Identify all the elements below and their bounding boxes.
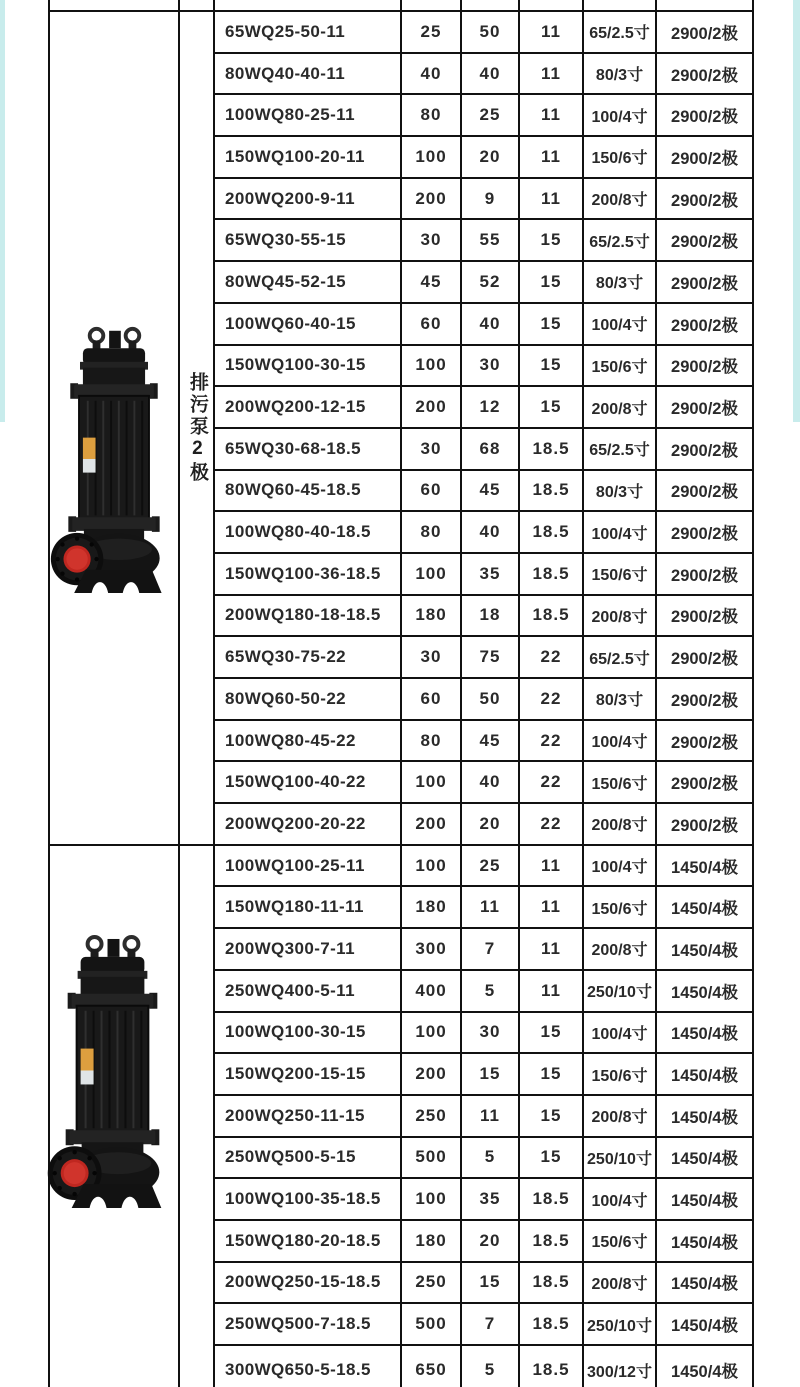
- model-cell: 200WQ180-18-18.5: [214, 595, 401, 637]
- speed-cell: 1450/4极: [656, 1303, 753, 1345]
- flow-cell: 650: [401, 1345, 461, 1387]
- empty-cell: [214, 0, 401, 11]
- power-cell: 15: [519, 386, 583, 428]
- power-cell: 15: [519, 261, 583, 303]
- power-cell: 18.5: [519, 1178, 583, 1220]
- model-cell: 100WQ80-25-11: [214, 94, 401, 136]
- model-cell: 200WQ250-15-18.5: [214, 1262, 401, 1304]
- model-cell: 65WQ25-50-11: [214, 11, 401, 53]
- model-cell: 100WQ100-25-11: [214, 845, 401, 887]
- outlet-cell: 250/10寸: [583, 970, 656, 1012]
- outlet-cell: 200/8寸: [583, 1262, 656, 1304]
- model-cell: 80WQ60-45-18.5: [214, 470, 401, 512]
- left-page-border-strip: [0, 0, 5, 422]
- model-cell: 150WQ100-40-22: [214, 761, 401, 803]
- flow-cell: 80: [401, 720, 461, 762]
- outlet-cell: 150/6寸: [583, 136, 656, 178]
- model-cell: 200WQ200-12-15: [214, 386, 401, 428]
- sewage-pump-photo-2pole: [50, 323, 178, 595]
- flow-cell: 100: [401, 553, 461, 595]
- head-cell: 55: [461, 219, 519, 261]
- outlet-cell: 150/6寸: [583, 761, 656, 803]
- empty-cell: [519, 0, 583, 11]
- speed-cell: 2900/2极: [656, 595, 753, 637]
- model-cell: 250WQ400-5-11: [214, 970, 401, 1012]
- head-cell: 52: [461, 261, 519, 303]
- power-cell: 18.5: [519, 511, 583, 553]
- table-row: [49, 11, 753, 53]
- flow-cell: 200: [401, 803, 461, 845]
- speed-cell: 2900/2极: [656, 386, 753, 428]
- flow-cell: 100: [401, 1178, 461, 1220]
- speed-cell: 2900/2极: [656, 761, 753, 803]
- model-cell: 150WQ200-15-15: [214, 1053, 401, 1095]
- model-cell: 80WQ45-52-15: [214, 261, 401, 303]
- speed-cell: 2900/2极: [656, 303, 753, 345]
- outlet-cell: 65/2.5寸: [583, 428, 656, 470]
- head-cell: 68: [461, 428, 519, 470]
- speed-cell: 1450/4极: [656, 1053, 753, 1095]
- head-cell: 40: [461, 511, 519, 553]
- model-cell: 250WQ500-5-15: [214, 1137, 401, 1179]
- power-cell: 11: [519, 11, 583, 53]
- speed-cell: 1450/4极: [656, 845, 753, 887]
- model-cell: 250WQ500-7-18.5: [214, 1303, 401, 1345]
- model-cell: 100WQ80-40-18.5: [214, 511, 401, 553]
- flow-cell: 100: [401, 1012, 461, 1054]
- head-cell: 35: [461, 553, 519, 595]
- flow-cell: 40: [401, 53, 461, 95]
- head-cell: 50: [461, 11, 519, 53]
- outlet-cell: 80/3寸: [583, 53, 656, 95]
- head-cell: 40: [461, 303, 519, 345]
- flow-cell: 500: [401, 1303, 461, 1345]
- speed-cell: 2900/2极: [656, 53, 753, 95]
- power-cell: 15: [519, 303, 583, 345]
- model-cell: 300WQ650-5-18.5: [214, 1345, 401, 1387]
- power-cell: 11: [519, 178, 583, 220]
- flow-cell: 30: [401, 428, 461, 470]
- outlet-cell: 250/10寸: [583, 1137, 656, 1179]
- model-cell: 65WQ30-75-22: [214, 636, 401, 678]
- flow-cell: 45: [401, 261, 461, 303]
- head-cell: 5: [461, 1137, 519, 1179]
- outlet-cell: 65/2.5寸: [583, 636, 656, 678]
- model-cell: 80WQ40-40-11: [214, 53, 401, 95]
- model-cell: 65WQ30-55-15: [214, 219, 401, 261]
- power-cell: 11: [519, 136, 583, 178]
- power-cell: 18.5: [519, 1345, 583, 1387]
- power-cell: 15: [519, 1053, 583, 1095]
- head-cell: 15: [461, 1262, 519, 1304]
- head-cell: 20: [461, 136, 519, 178]
- head-cell: 40: [461, 761, 519, 803]
- outlet-cell: 100/4寸: [583, 511, 656, 553]
- outlet-cell: 80/3寸: [583, 470, 656, 512]
- power-cell: 11: [519, 928, 583, 970]
- power-cell: 18.5: [519, 1303, 583, 1345]
- outlet-cell: 80/3寸: [583, 678, 656, 720]
- flow-cell: 60: [401, 470, 461, 512]
- speed-cell: 2900/2极: [656, 720, 753, 762]
- model-cell: 100WQ100-30-15: [214, 1012, 401, 1054]
- power-cell: 15: [519, 345, 583, 387]
- speed-cell: 1450/4极: [656, 928, 753, 970]
- flow-cell: 80: [401, 511, 461, 553]
- head-cell: 11: [461, 886, 519, 928]
- outlet-cell: 100/4寸: [583, 845, 656, 887]
- speed-cell: 2900/2极: [656, 136, 753, 178]
- power-cell: 18.5: [519, 553, 583, 595]
- speed-cell: 2900/2极: [656, 803, 753, 845]
- table-row: [49, 845, 753, 887]
- outlet-cell: 100/4寸: [583, 303, 656, 345]
- outlet-cell: 300/12寸: [583, 1345, 656, 1387]
- head-cell: 20: [461, 1220, 519, 1262]
- outlet-cell: 150/6寸: [583, 1220, 656, 1262]
- outlet-cell: 65/2.5寸: [583, 219, 656, 261]
- power-cell: 11: [519, 94, 583, 136]
- head-cell: 35: [461, 1178, 519, 1220]
- flow-cell: 100: [401, 136, 461, 178]
- empty-cell: [49, 0, 179, 11]
- flow-cell: 60: [401, 303, 461, 345]
- power-cell: 18.5: [519, 1220, 583, 1262]
- outlet-cell: 200/8寸: [583, 386, 656, 428]
- outlet-cell: 200/8寸: [583, 928, 656, 970]
- model-cell: 200WQ250-11-15: [214, 1095, 401, 1137]
- speed-cell: 1450/4极: [656, 1012, 753, 1054]
- sewage-pump-photo-4pole: [45, 931, 180, 1210]
- power-cell: 22: [519, 678, 583, 720]
- power-cell: 11: [519, 845, 583, 887]
- head-cell: 5: [461, 970, 519, 1012]
- head-cell: 40: [461, 53, 519, 95]
- empty-cell: [461, 0, 519, 11]
- speed-cell: 1450/4极: [656, 1345, 753, 1387]
- flow-cell: 180: [401, 595, 461, 637]
- head-cell: 50: [461, 678, 519, 720]
- power-cell: 18.5: [519, 470, 583, 512]
- flow-cell: 80: [401, 94, 461, 136]
- head-cell: 11: [461, 1095, 519, 1137]
- flow-cell: 30: [401, 219, 461, 261]
- flow-cell: 400: [401, 970, 461, 1012]
- head-cell: 7: [461, 928, 519, 970]
- outlet-cell: 150/6寸: [583, 553, 656, 595]
- speed-cell: 1450/4极: [656, 1137, 753, 1179]
- outlet-cell: 150/6寸: [583, 345, 656, 387]
- table-row-partial: [49, 0, 753, 11]
- table-cutoff-row-body: [49, 0, 753, 11]
- head-cell: 30: [461, 345, 519, 387]
- outlet-cell: 150/6寸: [583, 886, 656, 928]
- flow-cell: 25: [401, 11, 461, 53]
- outlet-cell: 250/10寸: [583, 1303, 656, 1345]
- empty-cell: [656, 0, 753, 11]
- outlet-cell: 200/8寸: [583, 1095, 656, 1137]
- flow-cell: 60: [401, 678, 461, 720]
- head-cell: 25: [461, 94, 519, 136]
- model-cell: 200WQ200-20-22: [214, 803, 401, 845]
- category-cell: [179, 11, 214, 845]
- flow-cell: 100: [401, 761, 461, 803]
- flow-cell: 300: [401, 928, 461, 970]
- flow-cell: 180: [401, 1220, 461, 1262]
- power-cell: 22: [519, 720, 583, 762]
- empty-cell: [179, 0, 214, 11]
- outlet-cell: 100/4寸: [583, 1178, 656, 1220]
- power-cell: 18.5: [519, 1262, 583, 1304]
- outlet-cell: 200/8寸: [583, 595, 656, 637]
- outlet-cell: 150/6寸: [583, 1053, 656, 1095]
- power-cell: 15: [519, 1137, 583, 1179]
- model-cell: 100WQ60-40-15: [214, 303, 401, 345]
- speed-cell: 1450/4极: [656, 1095, 753, 1137]
- model-cell: 200WQ200-9-11: [214, 178, 401, 220]
- speed-cell: 2900/2极: [656, 678, 753, 720]
- head-cell: 45: [461, 470, 519, 512]
- head-cell: 25: [461, 845, 519, 887]
- model-cell: 150WQ180-11-11: [214, 886, 401, 928]
- model-cell: 100WQ80-45-22: [214, 720, 401, 762]
- speed-cell: 1450/4极: [656, 886, 753, 928]
- empty-cell: [401, 0, 461, 11]
- flow-cell: 200: [401, 386, 461, 428]
- head-cell: 15: [461, 1053, 519, 1095]
- speed-cell: 2900/2极: [656, 261, 753, 303]
- speed-cell: 1450/4极: [656, 1178, 753, 1220]
- model-cell: 200WQ300-7-11: [214, 928, 401, 970]
- outlet-cell: 100/4寸: [583, 720, 656, 762]
- speed-cell: 2900/2极: [656, 345, 753, 387]
- speed-cell: 1450/4极: [656, 1220, 753, 1262]
- category-cell: [179, 845, 214, 1387]
- head-cell: 30: [461, 1012, 519, 1054]
- head-cell: 5: [461, 1345, 519, 1387]
- speed-cell: 2900/2极: [656, 219, 753, 261]
- power-cell: 22: [519, 803, 583, 845]
- power-cell: 18.5: [519, 595, 583, 637]
- speed-cell: 2900/2极: [656, 470, 753, 512]
- speed-cell: 2900/2极: [656, 94, 753, 136]
- speed-cell: 2900/2极: [656, 428, 753, 470]
- outlet-cell: 100/4寸: [583, 1012, 656, 1054]
- speed-cell: 1450/4极: [656, 1262, 753, 1304]
- power-cell: 11: [519, 886, 583, 928]
- model-cell: 150WQ100-36-18.5: [214, 553, 401, 595]
- power-cell: 11: [519, 970, 583, 1012]
- power-cell: 22: [519, 761, 583, 803]
- power-cell: 15: [519, 219, 583, 261]
- head-cell: 9: [461, 178, 519, 220]
- flow-cell: 30: [401, 636, 461, 678]
- flow-cell: 180: [401, 886, 461, 928]
- power-cell: 18.5: [519, 428, 583, 470]
- power-cell: 22: [519, 636, 583, 678]
- model-cell: 80WQ60-50-22: [214, 678, 401, 720]
- speed-cell: 1450/4极: [656, 970, 753, 1012]
- category-label: 排污泵2极: [186, 371, 208, 484]
- head-cell: 12: [461, 386, 519, 428]
- outlet-cell: 200/8寸: [583, 178, 656, 220]
- head-cell: 20: [461, 803, 519, 845]
- speed-cell: 2900/2极: [656, 553, 753, 595]
- speed-cell: 2900/2极: [656, 178, 753, 220]
- flow-cell: 200: [401, 178, 461, 220]
- model-cell: 150WQ180-20-18.5: [214, 1220, 401, 1262]
- speed-cell: 2900/2极: [656, 636, 753, 678]
- power-cell: 15: [519, 1095, 583, 1137]
- model-cell: 150WQ100-20-11: [214, 136, 401, 178]
- speed-cell: 2900/2极: [656, 511, 753, 553]
- head-cell: 18: [461, 595, 519, 637]
- outlet-cell: 65/2.5寸: [583, 11, 656, 53]
- flow-cell: 200: [401, 1053, 461, 1095]
- outlet-cell: 80/3寸: [583, 261, 656, 303]
- flow-cell: 250: [401, 1095, 461, 1137]
- flow-cell: 500: [401, 1137, 461, 1179]
- model-cell: 65WQ30-68-18.5: [214, 428, 401, 470]
- speed-cell: 2900/2极: [656, 11, 753, 53]
- outlet-cell: 100/4寸: [583, 94, 656, 136]
- empty-cell: [583, 0, 656, 11]
- outlet-cell: 200/8寸: [583, 803, 656, 845]
- model-cell: 150WQ100-30-15: [214, 345, 401, 387]
- right-page-border-strip: [793, 0, 800, 422]
- model-cell: 100WQ100-35-18.5: [214, 1178, 401, 1220]
- head-cell: 45: [461, 720, 519, 762]
- head-cell: 7: [461, 1303, 519, 1345]
- head-cell: 75: [461, 636, 519, 678]
- power-cell: 11: [519, 53, 583, 95]
- flow-cell: 100: [401, 845, 461, 887]
- power-cell: 15: [519, 1012, 583, 1054]
- flow-cell: 100: [401, 345, 461, 387]
- flow-cell: 250: [401, 1262, 461, 1304]
